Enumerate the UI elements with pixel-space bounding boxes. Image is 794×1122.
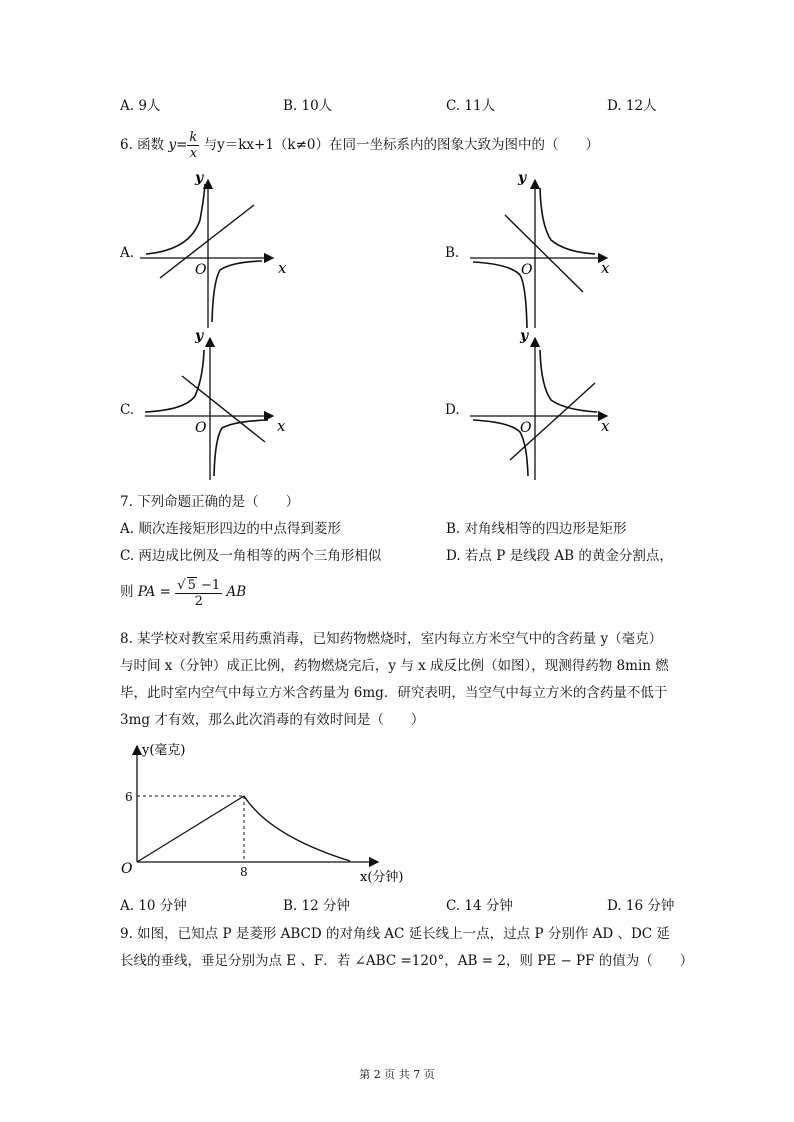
- q8-x-label: x(分钟): [360, 870, 404, 885]
- q6c-origin: O: [195, 420, 207, 436]
- q6-f1-num: k: [189, 130, 198, 145]
- q7-cont-prefix: 则: [120, 584, 134, 600]
- q7-cont-lhs: PA =: [137, 584, 171, 600]
- page-footer: 第 2 页 共 7 页: [359, 1068, 435, 1081]
- q6d-origin: O: [520, 420, 532, 436]
- q8-line-4: 3mg 才有效，那么此次消毒的有效时间是（ ）: [120, 712, 425, 728]
- q7-cont-rhs: AB: [226, 584, 247, 600]
- q6-stem-a: 6. 函数: [120, 137, 165, 153]
- q6-graph-d: [465, 328, 625, 488]
- q7-option-d: D. 若点 P 是线段 AB 的黄金分割点，: [446, 548, 673, 564]
- q6-stem-b: 与: [203, 137, 218, 153]
- q6d-y-label: y: [520, 328, 529, 344]
- q6c-hyperbola-upper: [145, 350, 204, 412]
- q6-graph-label-c: C.: [120, 402, 135, 418]
- q6a-origin: O: [195, 262, 207, 278]
- q7-option-a: A. 顺次连接矩形四边的中点得到菱形: [120, 521, 341, 537]
- q7-frac-num-rest: −1: [196, 577, 221, 593]
- q6a-x-label: x: [278, 259, 287, 277]
- q8-option-a: A. 10 分钟: [120, 898, 187, 914]
- q6-f2: y＝kx+1（k≠0）: [217, 137, 330, 153]
- q6a-hyperbola-lower: [212, 261, 262, 322]
- q5-option-d: D. 12人: [607, 98, 657, 114]
- q6c-hyperbola-lower: [214, 420, 268, 476]
- q6-f1-den: x: [189, 146, 198, 161]
- q6d-hyperbola-upper: [540, 350, 597, 412]
- q6c-x-label: x: [277, 417, 286, 435]
- q6a-y-label: y: [195, 170, 204, 186]
- q6b-line: [505, 215, 583, 292]
- q5-option-b: B. 10人: [283, 98, 333, 114]
- q7-option-d-continuation: [120, 574, 246, 610]
- q5-option-c: C. 11人: [446, 98, 496, 114]
- q8-graph: [115, 738, 405, 888]
- q6-stem: [120, 128, 599, 162]
- q6c-y-label: y: [195, 328, 204, 344]
- q7-frac-num-root: 5: [187, 577, 196, 593]
- q8-y-label: y(毫克): [142, 743, 186, 758]
- q8-inverse-curve: [244, 796, 350, 861]
- q5-option-a: A. 9人: [120, 98, 161, 114]
- q8-option-c: C. 14 分钟: [446, 898, 513, 914]
- q8-line-1: 8. 某学校对教室采用药熏消毒，已知药物燃烧时，室内每立方米空气中的含药量 y（毫克）: [120, 631, 663, 647]
- q6-graph-c: [140, 328, 300, 488]
- q6b-origin: O: [521, 262, 533, 278]
- q7-stem: 7. 下列命题正确的是（ ）: [120, 494, 300, 510]
- q6-graph-label-a: A.: [120, 245, 135, 261]
- q6b-hyperbola-upper: [540, 188, 595, 254]
- q6-f1-lhs: y: [168, 137, 177, 153]
- q6d-x-label: x: [601, 417, 610, 435]
- q8-tick-y: 6: [125, 790, 133, 804]
- q9-line-1: 9. 如图，已知点 P 是菱形 ABCD 的对角线 AC 延长线上一点，过点 P 分别作 AD 、DC 延: [120, 926, 670, 942]
- q6a-line: [160, 205, 254, 278]
- q8-option-b: B. 12 分钟: [283, 898, 350, 914]
- q6-f1-frac: [187, 130, 199, 161]
- q9-line-2: 长线的垂线，垂足分别为点 E 、F．若 ∠ABC =120°，AB = 2，则 PE − PF 的值为（ ）: [120, 953, 694, 969]
- q6b-x-label: x: [601, 259, 610, 277]
- q6a-hyperbola-upper: [146, 184, 205, 254]
- q7-frac-den: 2: [194, 593, 203, 609]
- q6b-hyperbola-lower: [473, 262, 527, 328]
- q7-option-c: C. 两边成比例及一角相等的两个三角形相似: [120, 548, 382, 564]
- q8-line-2: 与时间 x（分钟）成正比例，药物燃烧完后，y 与 x 成反比例（如图），现测得药物 8min 燃: [120, 658, 669, 674]
- q8-option-d: D. 16 分钟: [607, 898, 675, 914]
- q7-option-b: B. 对角线相等的四边形是矩形: [446, 521, 627, 537]
- q8-linear-segment: [137, 796, 244, 862]
- q6-graph-label-d: D.: [445, 402, 460, 418]
- q6-graph-a: [140, 170, 300, 330]
- q8-origin: O: [121, 861, 133, 877]
- q7-frac-num: √ 5 −1: [177, 577, 221, 593]
- q7-golden-ratio-frac: [175, 577, 222, 609]
- q8-line-3: 毕，此时室内空气中每立方米含药量为 6mg．研究表明，当空气中每立方米的含药量不低于: [120, 685, 668, 701]
- q6-f1-eq: =: [176, 137, 188, 153]
- q8-tick-x: 8: [240, 865, 248, 879]
- q6-graph-label-b: B.: [445, 245, 460, 261]
- q6b-y-label: y: [518, 170, 527, 186]
- q6-graph-b: [465, 170, 625, 330]
- q6-stem-c: 在同一坐标系内的图象大致为图中的（ ）: [329, 137, 600, 153]
